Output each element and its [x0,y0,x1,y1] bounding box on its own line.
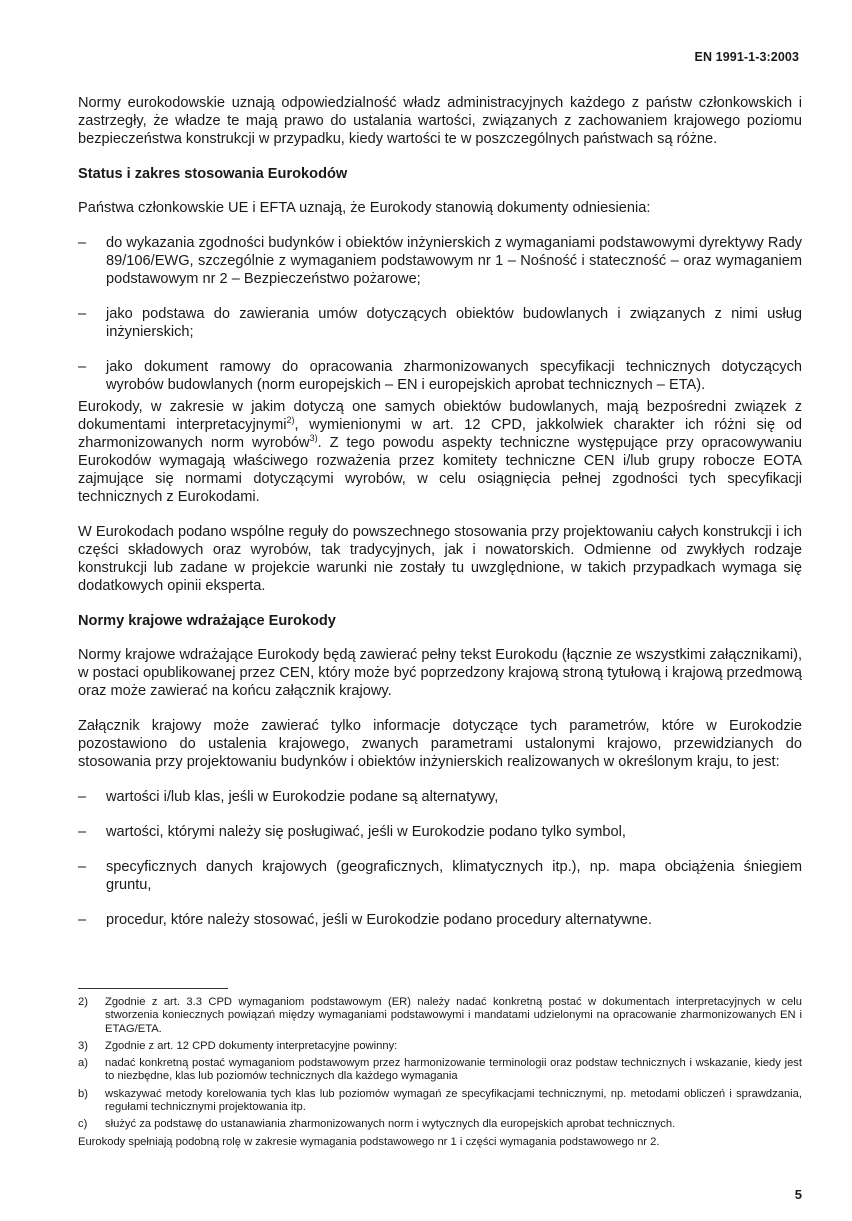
footnote-ref: 3) [309,433,318,444]
footnote-mark: c) [78,1118,88,1131]
section-heading-national: Normy krajowe wdrażające Eurokody [78,613,336,629]
list-item-text: procedur, które należy stosować, jeśli w Eurokodzie podano procedury alternatywne. [106,912,652,928]
list-item-text: jako dokument ramowy do opracowania zharmonizowanych specyfikacji technicznych dotyczących wyrobów budowlanych (norm europejskich – EN i europejskich aprobat technicznych – ETA). [106,359,802,393]
footnote-text: wskazywać metody korelowania tych klas lub poziomów wymagań ze specyfikacjami technicznymi, np. metodami obliczeń i sprawdzania, regułami technicznymi projektowania itp. [105,1087,802,1114]
eurocodes-paragraph [78,398,802,506]
list-item-text: do wykazania zgodności budynków i obiektów inżynierskich z wymaganiami podstawowymi dyrektywy Rady 89/106/EWG, szczególnie z wymaganiem podstawowym nr 1 – Nośność i stateczność – oraz wymaganiem podstawowym nr 2 – Bezpieczeństwo pożarowe; [106,235,802,287]
national-annex-paragraph: Załącznik krajowy może zawierać tylko informacje dotyczące tych parametrów, które w Eurokodzie pozostawiono do ustalenia krajowego, zwanych parametrami ustalonymi krajowo, przewidzianych do stosowania przy projektowaniu budynków i obiektów inżynierskich realizowanych w określonym kraju, to jest: [78,718,802,770]
footnote-mark: 3) [78,1039,88,1052]
page-number: 5 [794,1187,802,1202]
footnote-text: służyć za podstawę do ustanawiania zharmonizowanych norm i wytycznych dla europejskich aprobat technicznych. [105,1118,676,1131]
list-item [78,305,802,341]
dash-marker: – [78,359,87,375]
standard-id: EN 1991-1-3:2003 [694,50,799,64]
list-item [78,858,802,894]
dash-marker: – [78,789,87,805]
dash-marker: – [78,306,87,322]
footnote-sub-b [78,1088,802,1115]
footnote-text: nadać konkretną postać wymaganiom podstawowym przez harmonizowanie terminologii oraz podstaw technicznych i wskazanie, kiedy jest to niezbędne, klas lub poziomów technicznych dla każdego wymagania [105,1057,802,1083]
section-heading-status: Status i zakres stosowania Eurokodów [78,166,348,182]
main-content [78,94,802,946]
list-item-text: wartości i/lub klas, jeśli w Eurokodzie podane są alternatywy, [106,789,499,805]
footnote-mark: a) [78,1057,88,1070]
footnote-3 [78,1040,802,1053]
footnote-text: Zgodnie z art. 12 CPD dokumenty interpretacyjne powinny: [105,1039,398,1052]
dash-marker: – [78,912,87,928]
list-item-text: specyficznych danych krajowych (geograficznych, klimatycznych itp.), np. mapa obciążenia śniegiem gruntu, [106,859,802,893]
footnote-text: Zgodnie z art. 3.3 CPD wymaganiom podstawowym (ER) należy nadać konkretną postać w dokumentach interpretacyjnych w celu stworzenia koniecznych powiązań między wymaganiami podstawowymi i mandatami udzielonymi na opracowanie zharmonizowanych EN i ETAG/ETA. [105,996,802,1035]
footnote-sub-c [78,1118,802,1131]
footnote-ref: 2) [286,415,295,426]
footnote-sub-a [78,1057,802,1084]
list-item-text: wartości, którymi należy się posługiwać, jeśli w Eurokodzie podano tylko symbol, [106,824,626,840]
footnote-mark: 2) [78,996,88,1008]
list-item [78,358,802,394]
dash-marker: – [78,859,87,875]
list-item [78,823,802,841]
list-item [78,234,802,288]
footnote-2 [78,996,802,1036]
paragraph-text: , wymienionymi w art. 12 CPD, jakkolwiek charakter ich różni się od zharmonizowanych norm wyrobów [78,417,802,451]
list-item-text: jako podstawa do zawierania umów dotyczących obiektów budowlanych i związanych z nimi usług inżynierskich; [106,306,802,340]
common-rules-paragraph: W Eurokodach podano wspólne reguły do powszechnego stosowania przy projektowaniu całych konstrukcji i ich części składowych oraz wyrobów, tak tradycyjnych, jak i nowatorskich. Odmienne od zwykłych rodzaje konstrukcji lub zadane w projekcie warunki nie zostały tu uwzględnione, w takich przypadkach wymaga się dodatkowych opinii eksperta. [78,524,802,594]
footnote-closing: Eurokody spełniają podobną rolę w zakresie wymagania podstawowego nr 1 i części wymagania podstawowego nr 2. [78,1135,660,1148]
dash-marker: – [78,235,87,251]
list-item [78,788,802,806]
footnote-divider [78,988,228,989]
list-item [78,911,802,929]
footnotes [78,996,802,1149]
dash-marker: – [78,824,87,840]
intro-paragraph: Normy eurokodowskie uznają odpowiedzialność władz administracyjnych każdego z państw członkowskich i zastrzegły, że władze te mają prawo do ustalania wartości, związanych z zachowaniem krajowego poziomu bezpieczeństwa konstrukcji w przypadku, kiedy wartości te w poszczególnych państwach są różne. [78,95,802,147]
paragraph-text: Eurokody, w zakresie w jakim dotyczą one samych obiektów budowlanych, mają bezpośredni związek z dokumentami interpretacyjnymi [78,399,802,433]
section1-lead: Państwa członkowskie UE i EFTA uznają, że Eurokody stanowią dokumenty odniesienia: [78,200,651,216]
paragraph-text: . Z tego powodu aspekty techniczne występujące przy opracowywaniu Eurokodów wymagają właściwego rozważenia przez komitety techniczne CEN i/lub grupy robocze EOTA zajmujące się normami dotyczącymi wyrobów, w celu osiągnięcia pełnej zgodności tych specyfikacji technicznych z Eurokodami. [78,435,802,505]
footnote-mark: b) [78,1087,88,1100]
national-standards-paragraph: Normy krajowe wdrażające Eurokody będą zawierać pełny tekst Eurokodu (łącznie ze wszystkimi załącznikami), w postaci opublikowanej przez CEN, który może być poprzedzony krajową stroną tytułową i krajową przedmową oraz może zawierać na końcu załącznik krajowy. [78,647,802,699]
